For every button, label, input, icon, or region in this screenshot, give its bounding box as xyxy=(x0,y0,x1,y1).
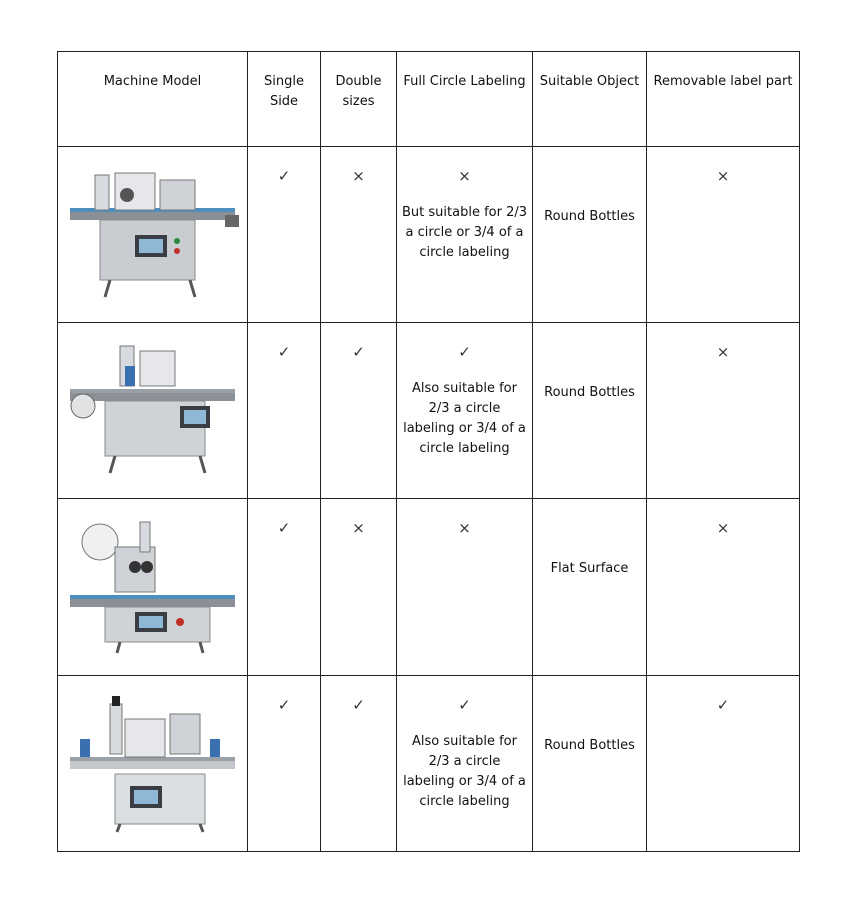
suitable-object-cell: Round Bottles xyxy=(533,323,647,499)
suitable-object-cell: Round Bottles xyxy=(533,676,647,852)
double-sizes-cell: ✓ xyxy=(321,676,397,852)
header-suitable-object: Suitable Object xyxy=(533,52,647,147)
labeling-machine-photo xyxy=(65,694,240,834)
removable-cell: × xyxy=(647,147,800,323)
removable-cell: × xyxy=(647,499,800,676)
machine-image-cell xyxy=(58,323,248,499)
double-sizes-cell: ✓ xyxy=(321,323,397,499)
suitable-object-cell: Flat Surface xyxy=(533,499,647,676)
header-machine-model: Machine Model xyxy=(58,52,248,147)
table-row xyxy=(58,147,800,323)
machine-image-cell xyxy=(58,499,248,676)
full-circle-cell: ✓ Also suitable for 2/3 a circle labeling or 3/4 of a circle labeling xyxy=(397,323,533,499)
single-side-cell: ✓ xyxy=(248,676,321,852)
single-side-cell: ✓ xyxy=(248,323,321,499)
table-row xyxy=(58,323,800,499)
removable-cell: ✓ xyxy=(647,676,800,852)
removable-cell: × xyxy=(647,323,800,499)
table-row xyxy=(58,676,800,852)
double-sizes-cell: × xyxy=(321,499,397,676)
comparison-table xyxy=(57,51,800,852)
single-side-cell: ✓ xyxy=(248,499,321,676)
header-full-circle: Full Circle Labeling xyxy=(397,52,533,147)
full-circle-cell: ✓ Also suitable for 2/3 a circle labeling or 3/4 of a circle labeling xyxy=(397,676,533,852)
machine-image-cell xyxy=(58,676,248,852)
header-single-side: Single Side xyxy=(248,52,321,147)
labeling-machine-photo xyxy=(65,341,240,481)
header-row xyxy=(58,52,800,147)
table-row xyxy=(58,499,800,676)
single-side-cell: ✓ xyxy=(248,147,321,323)
header-double-sizes: Double sizes xyxy=(321,52,397,147)
full-circle-cell: × xyxy=(397,499,533,676)
double-sizes-cell: × xyxy=(321,147,397,323)
labeling-machine-photo xyxy=(65,517,240,657)
suitable-object-cell: Round Bottles xyxy=(533,147,647,323)
labeling-machine-photo xyxy=(65,165,240,305)
full-circle-cell: × But suitable for 2/3 a circle or 3/4 of a circle labeling xyxy=(397,147,533,323)
header-removable: Removable label part xyxy=(647,52,800,147)
machine-image-cell xyxy=(58,147,248,323)
